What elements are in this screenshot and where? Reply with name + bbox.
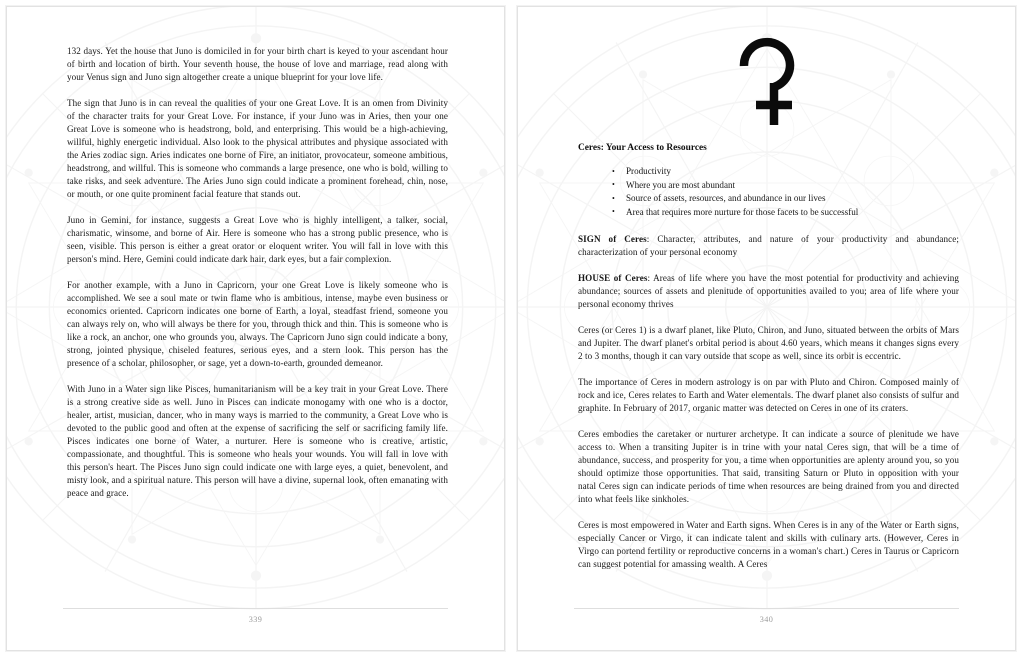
list-item: • Productivity: [612, 165, 959, 179]
list-item: • Source of assets, resources, and abundance in our lives: [612, 192, 959, 206]
right-page-content: [518, 141, 1015, 571]
footer-divider: [574, 608, 959, 609]
page-title: Ceres: Your Access to Resources: [578, 143, 707, 153]
page-right: [517, 6, 1016, 651]
paragraph: Ceres embodies the caretaker or nurturer archetype. It can indicate a source of plenitude we have access to. When a transiting Jupiter is in trine with your natal Ceres sign, that will be a time of abundance, success, and prosperity for you, a time when opportunities are aplenty around you, so you should optimize those opportunities. That said, transiting Saturn or Pluto in opposition with your natal Ceres sign can indicate periods of time when resources are being drained from you and directed into what feels like sinkholes.: [578, 429, 959, 505]
ceres-bullet-list: [578, 165, 959, 219]
list-item: • Area that requires more nurture for those facets to be successful: [612, 206, 959, 220]
definition-house-of-ceres: [578, 272, 959, 311]
left-page-content: [7, 7, 504, 500]
definition-lead: SIGN of Ceres: [578, 234, 647, 245]
paragraph: Juno in Gemini, for instance, suggests a Great Love who is highly intelligent, a talker, social, charismatic, winsome, and borne of Air. Here is someone who has a strong public presence, who is seen, visible. This person is either a great orator or eloquent writer. You will fall in love with this person's mind. Here, Gemini could indicate dark hair, dark eyes, but a fair complexion.: [67, 215, 448, 264]
page-left: [6, 6, 505, 651]
ceres-glyph: [518, 7, 1015, 141]
definition-text: : Areas of life where you have the most potential for productivity and achieving abundance; sources of assets and plenitude of opportunities availed to you; area of life where your personal economy thrives: [578, 273, 959, 310]
paragraph: The sign that Juno is in can reveal the qualities of your one Great Love. It is an omen from Divinity of the character traits for your Great Love. For instance, if your Juno was in Aries, then your one Great Love is someone who is headstrong, bold, and enterprising. This would be a high-achieving, willful, highly energetic individual. Also look to the physical attributes and physique associated with the Aries zodiac sign. Aries indicates one borne of Fire, an initiator, provocateur, someone ambitious, headstrong, and willful. This is someone who commands a large presence, one who is bold, willing to take risks, and seek adventure. The Aries Juno sign could indicate a prominent forehead, chin, nose, or mouth, or one quite prominent facial feature that stands out.: [67, 98, 448, 199]
page-number: 339: [248, 615, 263, 624]
page-footer-left: [7, 608, 504, 624]
page-number: 340: [759, 615, 774, 624]
definition-sign-of-ceres: [578, 233, 959, 259]
definition-lead: HOUSE of Ceres: [578, 273, 648, 284]
definition-text: : Character, attributes, and nature of your productivity and abundance; characterization of your personal economy: [578, 234, 959, 258]
paragraph: Ceres is most empowered in Water and Earth signs. When Ceres is in any of the Water or Earth signs, especially Cancer or Virgo, it can indicate talent and skills with culinary arts. (However, Ceres in Virgo can portend fertility or reproductive concerns in a woman's chart.) Ceres in Taurus or Capricorn can suggest potential for amassing wealth. A Ceres: [578, 520, 959, 570]
paragraph: 132 days. Yet the house that Juno is domiciled in for your birth chart is keyed to your ascendant hour of birth and location of birth. Your seventh house, the house of love and marriage, read along with your Venus sign and Juno sign altogether create a unique blueprint for your love life.: [67, 46, 448, 82]
paragraph: Ceres (or Ceres 1) is a dwarf planet, like Pluto, Chiron, and Juno, situated between the orbits of Mars and Jupiter. The dwarf planet's orbital period is about 4.60 years, which means it changes signs every 2 to 3 months, though it can vary outside that scope as well, since its orbit is eccentric.: [578, 325, 959, 362]
paragraph: The importance of Ceres in modern astrology is on par with Pluto and Chiron. Composed mainly of rock and ice, Ceres relates to Earth and Water elementals. The dwarf planet also consists of sulfur and graphite. In February of 2017, organic matter was detected on Ceres in one of its craters.: [578, 377, 959, 414]
page-footer-right: [518, 608, 1015, 624]
footer-divider: [63, 608, 448, 609]
paragraph: For another example, with a Juno in Capricorn, your one Great Love is likely someone who is accomplished. We see a soul mate or twin flame who is ambitious, intense, maybe even business or economics oriented. Capricorn indicates one borne of Earth, a loyal, steadfast friend, someone you can always rely on, who will always be there for you, through thick and thin. This is someone who is like a rock, an anchor, one who grounds you, always. The Capricorn Juno sign could indicate a bony, strong, jointed physique, chiseled features, serious eyes, and a stern look. This person has the presence of a scholar, philosopher, or sage, yet a down-to-earth, grounded demeanor.: [67, 280, 448, 368]
paragraph: With Juno in a Water sign like Pisces, humanitarianism will be a key trait in your Great Love. There is a strong creative side as well. Juno in Pisces can indicate monogamy with one who is a doctor, healer, artist, musician, dancer, who in many ways is married to the community, a Great Love who is devoted to the public good and often at the expense of sacrificing the self or sacrificing family life. Pisces indicates one borne of Water, a nurturer. Here is someone who is creative, artistic, compassionate, and thoughtful. This is someone who heals your wounds. You will fall in love with this person's heart. The Pisces Juno sign could indicate one with large eyes, a quiet, benevolent, and misty look, and a spiritual nature. This person will have a divine, supernal look, often emanating with peace and grace.: [67, 384, 448, 498]
list-item: • Where you are most abundant: [612, 179, 959, 193]
